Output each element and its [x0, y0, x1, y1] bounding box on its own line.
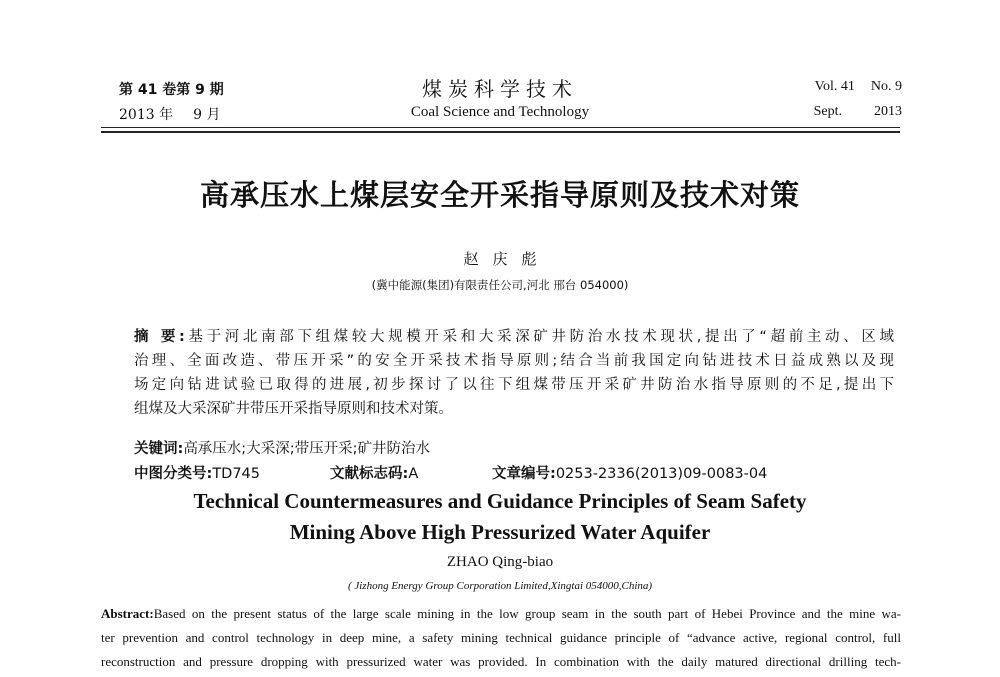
abstract-zh-line: 场定向钻进试验已取得的进展,初步探讨了以往下组煤带压开采矿井防治水指导原则的不足,提出下 [134, 377, 894, 393]
article-no-value: 0253-2336(2013)09-0083-04 [555, 466, 768, 482]
journal-no-en: No. 9 [870, 79, 902, 94]
journal-year-zh: 2013 年 [119, 107, 174, 123]
doc-code-label: 文献标志码: [330, 466, 409, 482]
author-en: ZHAO Qing-biao [446, 554, 554, 570]
classification-row [134, 462, 767, 483]
doc-code-value: A [408, 466, 419, 482]
abstract-zh-line [134, 325, 894, 349]
abstract-zh-line: 治理、全面改造、带压开采”的安全开采技术指导原则;结合当前我国定向钻进技术日益成熟以及现 [134, 353, 894, 369]
affiliation-en: ( Jizhong Energy Group Corporation Limited,Xingtai 054000,China) [347, 580, 653, 592]
journal-date-en [814, 104, 902, 120]
abstract-en [101, 602, 901, 674]
journal-month-zh: 9 月 [193, 107, 221, 123]
clc-label: 中图分类号: [134, 466, 213, 482]
keywords-label-zh: 关键词: [134, 441, 184, 457]
abstract-en-line [101, 602, 901, 626]
keywords-zh [134, 437, 430, 458]
affiliation-zh: (冀中能源(集团)有限责任公司,河北 邢台 054000) [371, 278, 629, 292]
abstract-label-zh: 摘 要: [134, 329, 185, 345]
abstract-en-line: reconstruction and pressure dropping with pressurized water was provided. In combination with the daily matured directional drilling tech- [101, 654, 901, 669]
article-title-en-line1: Technical Countermeasures and Guidance Principles of Seam Safety [193, 489, 807, 513]
document-code [330, 462, 492, 483]
abstract-en-text: Based on the present status of the large scale mining in the low group seam in the south part of Hebei Province and the mine wa- [153, 606, 901, 621]
abstract-zh-line: 组煤及大采深矿井带压开采指导原则和技术对策。 [134, 401, 453, 417]
abstract-zh [134, 325, 894, 421]
keywords-value-zh: 高承压水;大采深;带压开采;矿井防治水 [183, 441, 430, 457]
clc-number [134, 462, 330, 483]
header-rule-thick [101, 131, 900, 133]
journal-month-en: Sept. [813, 104, 842, 119]
journal-vol-en: Vol. 41 [814, 79, 855, 94]
journal-name-en: Coal Science and Technology [410, 104, 590, 120]
article-number [492, 462, 767, 483]
article-title-zh: 高承压水上煤层安全开采指导原则及技术对策 [199, 178, 800, 212]
abstract-label-en: Abstract: [101, 606, 154, 621]
abstract-zh-text: 基于河北南部下组煤较大规模开采和大采深矿井防治水技术现状,提出了“超前主动、区域 [184, 329, 894, 345]
article-title-en-line2: Mining Above High Pressurized Water Aquifer [289, 520, 711, 544]
journal-name-zh: 煤炭科学技术 [422, 77, 578, 101]
journal-volume-issue-en [815, 79, 902, 95]
header-rule-thin [101, 127, 900, 128]
journal-year-en: 2013 [874, 104, 902, 119]
journal-volume-issue-zh: 第 41 卷第 9 期 [119, 82, 224, 98]
clc-value: TD745 [212, 466, 261, 482]
abstract-en-line: ter prevention and control technology in deep mine, a safety mining technical guidance principle of “advance active, regional control, full [101, 630, 901, 645]
article-no-label: 文章编号: [492, 466, 556, 482]
author-zh: 赵庆彪 [463, 250, 551, 268]
